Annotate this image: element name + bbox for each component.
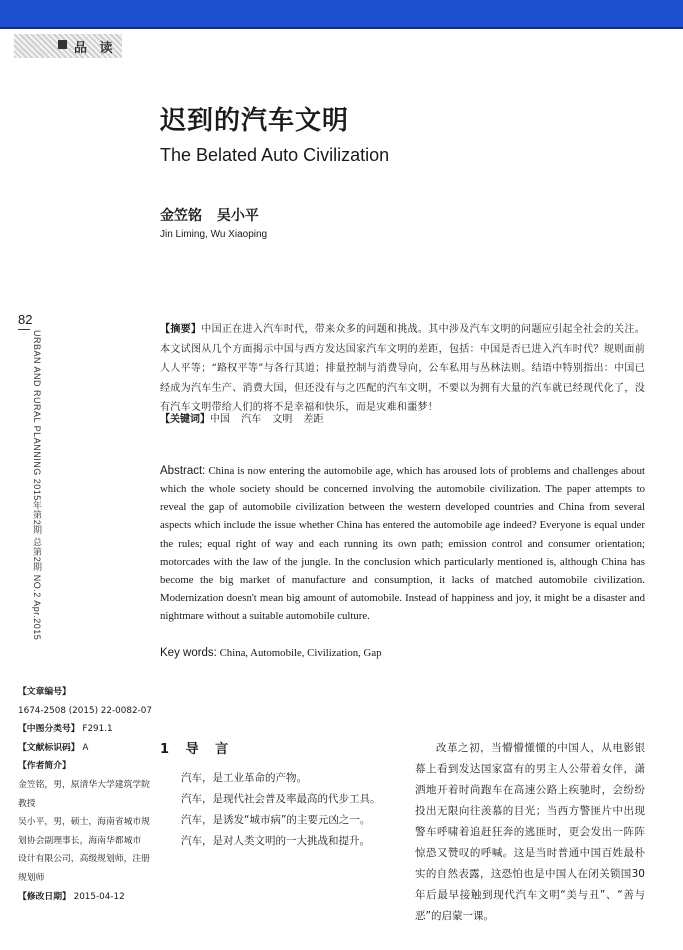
top-color-bar [0,0,683,29]
abstract-cn-text: 中国正在进入汽车时代，带来众多的问题和挑战。其中涉及汽车文明的问题应引起全社会的关注。本文试图从几个方面揭示中国与西方发达国家汽车文明的差距，包括：中国是否已进入汽车时代？规则面前人人平等；“路权平等”与各行其道；排量控制与消费导向，公车私用与丛林法则。结语中特别指出：中国已经成为汽车生产、消费大国，但还没有与之匹配的汽车文明，不要以为拥有大量的汽车就已经现代化了，没有汽车文明带给人们的将不是幸福和快乐，而是灾难和噩梦！ [160,324,645,413]
author-info-line: 教授 [18,798,36,809]
abstract-en-text: China is now entering the automobile age, which has aroused lots of problems and challenges about which the whole society should be concerned involving the automobile civilization. The paper attempts to reveal the gap of automobile civilization between the western developed countries and China from several aspects which include the issue whether China has entered the automobile age indeed? Everyone is equal under the rules; equal right of way and each running its own path; emission control and consumer orientation; motorcades with the law of the jungle. In the conclusion which particularly mentioned is, although China has become the big market of manufacture and consumption, it lacks of matched automobile civilization. Modernization doesn't mean big amount of automobile. Instead of happiness and joy, it might be a disaster and nightmare without a suitable automobile culture. [160,465,645,623]
page-number: 82 [18,312,33,327]
keywords-cn [160,410,645,429]
doc-code-label: 【文献标识码】 [18,742,80,753]
section-tag-label: 品 读 [74,41,117,56]
clc-value: F291.1 [82,724,113,735]
article-title-cn: 迟到的汽车文明 [160,106,350,136]
article-no: 1674-2508 (2015) 22-0082-07 [18,705,152,716]
abstract-cn-label: 【摘要】 [160,324,202,335]
section-tag [14,34,122,58]
body-column-2 [415,738,645,927]
keywords-en [160,647,382,659]
author-info-line: 划协会副理事长，海南华都城市 [18,835,142,846]
revised-label: 【修改日期】 [18,891,71,902]
revised-value: 2015-04-12 [73,891,125,902]
body-paragraph: 汽车，是现代社会普及率最高的代步工具。 [181,793,381,805]
authors-en: Jin Liming, Wu Xiaoping [160,229,268,240]
body-paragraph: 改革之初，当懵懵懂懂的中国人，从电影银幕上看到发达国家富有的男主人公带着女伴，潇洒地开着时尚跑车在高速公路上疾驰时，会纷纷投出无限向往羡慕的目光；当西方警匪片中出现警车呼啸着追赶狂奔的逃匪时，更会发出一阵阵惊恐又赞叹的呼喊。这是当时普通中国百姓最朴实的自然表露，这恐怕也是中国人在闭关锁国30年后最早接触到现代汽车文明“美与丑”、“善与恶”的启蒙一课。 [415,742,645,922]
abstract-en [160,462,645,625]
authors-cn: 金笠铭 吴小平 [160,208,259,224]
author-info-label: 【作者简介】 [18,761,71,772]
page-number-rule [18,329,30,330]
author-info-line: 吴小平，男，硕士，海南省城市规 [18,817,150,828]
clc-label: 【中图分类号】 [18,724,80,735]
author-info-line: 设计有限公司，高级规划师，注册 [18,854,150,865]
article-title-en: The Belated Auto Civilization [160,145,390,165]
abstract-en-label: Abstract: [160,465,206,477]
author-info-line: 金笠铭，男，原清华大学建筑学院 [18,779,150,790]
doc-code-row [18,739,158,758]
journal-vertical-label: URBAN AND RURAL PLANNING 2015年第2期 总第2期 NO.2 Apr.2015 [32,330,42,641]
body-column-1 [160,768,388,852]
body-paragraph: 汽车，是诱发“城市病”的主要元凶之一。 [181,814,371,826]
article-no-label: 【文章编号】 [18,687,71,697]
section-heading: 1 导 言 [160,742,229,757]
section-square-icon [58,40,67,49]
keywords-cn-text: 中国 汽车 文明 差距 [210,414,324,425]
author-info-line: 规划师 [18,872,45,883]
clc-row [18,720,158,739]
body-paragraph: 汽车，是工业革命的产物。 [181,772,307,784]
revised-row [18,888,158,907]
keywords-en-text: China, Automobile, Civilization, Gap [219,647,382,659]
article-metadata [18,683,158,906]
abstract-cn [160,320,645,418]
keywords-cn-label: 【关键词】 [160,414,210,425]
keywords-en-label: Key words: [160,647,217,659]
body-paragraph: 汽车，是对人类文明的一大挑战和提升。 [181,835,370,847]
doc-code-value: A [82,742,89,753]
